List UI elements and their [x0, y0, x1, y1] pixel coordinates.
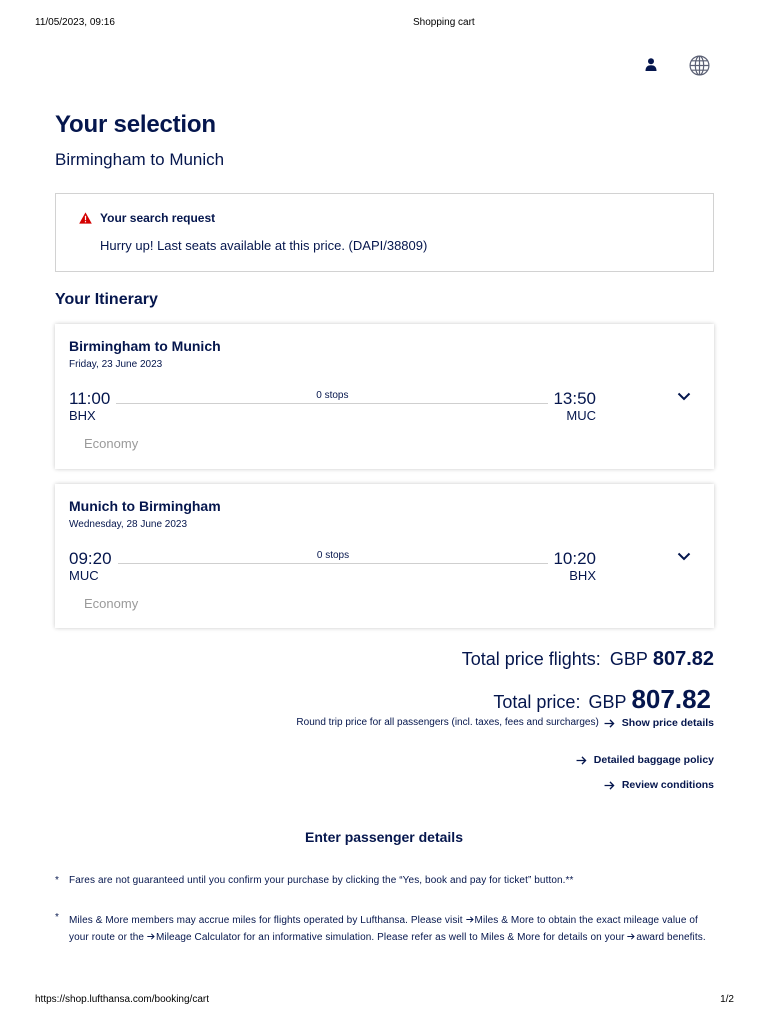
departure-time: 09:20 — [69, 549, 112, 568]
total-price — [493, 682, 711, 719]
account-button[interactable] — [645, 58, 657, 71]
arrow-right-icon — [576, 756, 587, 765]
departure-airport: MUC — [69, 568, 99, 583]
departure-time: 11:00 — [69, 389, 111, 408]
footnote-text: for an informative simulation. Please refer as well to Miles & More for details on your — [240, 932, 628, 943]
arrow-right-icon — [627, 933, 635, 940]
person-icon — [645, 58, 657, 71]
alert-message: Hurry up! Last seats available at this price. (DAPI/38809) — [100, 238, 428, 253]
flight-card-return — [55, 484, 714, 628]
stops-count: 0 stops — [316, 390, 349, 401]
alert-box — [55, 193, 714, 272]
mileage-calculator-link[interactable] — [147, 932, 241, 943]
expand-flight-button[interactable] — [677, 552, 691, 561]
price-note: Round trip price for all passengers (incl. taxes, fees and surcharges) — [296, 717, 599, 728]
enter-passenger-details-button[interactable]: Enter passenger details — [305, 829, 463, 845]
alert-title: Your search request — [100, 211, 216, 225]
expand-flight-button[interactable] — [677, 392, 691, 401]
link-label: Mileage Calculator — [155, 932, 241, 943]
total-price-label: Total price: — [493, 692, 581, 712]
flight-times — [69, 548, 596, 570]
print-page-number: 1/2 — [720, 994, 734, 1005]
total-price-amount: 807.82 — [631, 684, 711, 714]
globe-icon — [689, 55, 710, 76]
baggage-policy-link[interactable] — [576, 753, 714, 767]
miles-and-more-link[interactable] — [466, 915, 535, 926]
flight-airports — [69, 568, 596, 584]
cabin-class: Economy — [84, 596, 139, 611]
footnote-text: Miles & More members may accrue miles for flights operated by Lufthansa. Please visit — [69, 915, 466, 926]
award-benefits-link[interactable] — [627, 932, 702, 943]
total-price-currency: GBP — [588, 692, 627, 712]
itinerary-heading: Your Itinerary — [55, 291, 158, 308]
link-label: Review conditions — [621, 779, 714, 791]
route-connector — [116, 388, 548, 410]
footnote-fares: Fares are not guaranteed until you confirm your purchase by clicking the “Yes, book and pay for ticket” button.** — [69, 875, 574, 886]
flight-airports — [69, 408, 596, 424]
link-label: Detailed baggage policy — [593, 754, 714, 766]
print-url: https://shop.lufthansa.com/booking/cart — [35, 994, 209, 1005]
arrow-right-icon — [604, 719, 615, 728]
review-conditions-link[interactable] — [604, 778, 714, 792]
arrow-right-icon — [604, 781, 615, 790]
warning-icon — [79, 212, 92, 224]
price-note-row — [296, 716, 714, 730]
link-label: award benefits — [636, 932, 703, 943]
total-flights-currency: GBP — [609, 649, 648, 669]
flight-route: Birmingham to Munich — [69, 338, 221, 354]
footnote-marker: * — [55, 875, 59, 886]
footnote-text: to obtain the exact mileage value of your route or the — [69, 915, 698, 943]
chevron-down-icon — [677, 552, 691, 561]
total-price-flights — [462, 645, 714, 673]
flight-card-outbound — [55, 324, 714, 469]
footnote-text: . — [702, 932, 706, 943]
arrival-airport: BHX — [569, 568, 596, 583]
total-flights-amount: 807.82 — [652, 648, 714, 670]
cabin-class: Economy — [84, 436, 139, 451]
flight-date: Wednesday, 28 June 2023 — [69, 519, 188, 530]
page-title: Your selection — [55, 111, 216, 138]
print-datetime: 11/05/2023, 09:16 — [35, 17, 115, 28]
footnote-miles — [69, 912, 709, 946]
footnote-marker: * — [55, 912, 59, 923]
flight-times — [69, 388, 596, 410]
chevron-down-icon — [677, 392, 691, 401]
departure-airport: BHX — [69, 408, 96, 423]
arrival-time: 10:20 — [553, 549, 596, 568]
route-line — [118, 563, 549, 564]
arrow-right-icon — [147, 933, 155, 940]
arrival-time: 13:50 — [553, 389, 596, 408]
selection-route: Birmingham to Munich — [55, 150, 225, 169]
flight-route: Munich to Birmingham — [69, 498, 221, 514]
link-label: Miles & More — [474, 915, 535, 926]
link-label: Show price details — [621, 717, 714, 729]
route-connector — [118, 548, 549, 570]
arrow-right-icon — [466, 916, 474, 923]
route-line — [116, 403, 548, 404]
flight-date: Friday, 23 June 2023 — [69, 359, 163, 370]
language-button[interactable] — [689, 55, 710, 76]
show-price-details-link[interactable] — [604, 716, 714, 730]
arrival-airport: MUC — [566, 408, 596, 423]
print-page-title: Shopping cart — [413, 17, 475, 28]
stops-count: 0 stops — [316, 550, 350, 561]
total-flights-label: Total price flights: — [461, 649, 601, 669]
